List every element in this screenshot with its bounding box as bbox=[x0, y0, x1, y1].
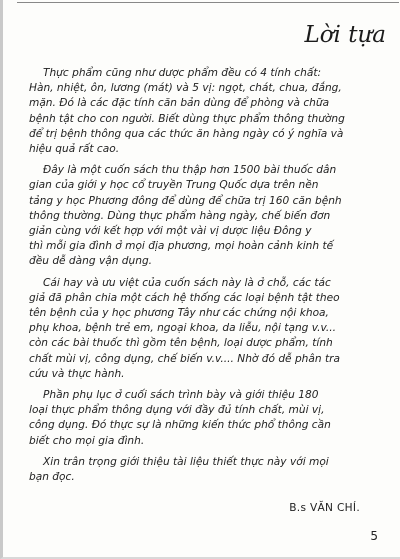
text-line: loại thực phẩm thông dụng với đầy đủ tính chất, mùi vị, bbox=[29, 404, 325, 417]
text-line: bệnh tật cho con người. Biết dùng thực phẩm thông thường bbox=[29, 112, 345, 125]
top-rule bbox=[17, 2, 399, 3]
text-line: tên bệnh của y học phương Tây như các chứng nội khoa, bbox=[29, 307, 329, 320]
text-line: giản cùng với kết hợp với một vài vị dược liệu Đông y bbox=[29, 225, 312, 238]
text-line: phụ khoa, bệnh trẻ em, ngoại khoa, da liễu, nội tạng v.v... bbox=[29, 322, 337, 335]
text-line: biết cho mọi gia đình. bbox=[29, 434, 145, 447]
text-line: để trị bệnh thông qua các thức ăn hàng ngày có ý nghĩa và bbox=[29, 127, 344, 140]
text-line: gian của giới y học cổ truyền Trung Quốc dựa trên nền bbox=[29, 179, 319, 192]
text-line: Thực phẩm cũng như dược phẩm đều có 4 tính chất: bbox=[43, 67, 322, 79]
paragraph-2 bbox=[29, 163, 389, 269]
text-line: bạn đọc. bbox=[29, 471, 75, 484]
text-line: thông thường. Dùng thực phẩm hàng ngày, chế biến đơn bbox=[29, 209, 331, 222]
text-line: tảng y học Phương đông để dùng để chữa trị 160 căn bệnh bbox=[29, 194, 342, 207]
paragraph-4 bbox=[29, 388, 389, 449]
text-line: cứu và thực hành. bbox=[29, 367, 125, 380]
text-line: mặn. Đó là các đặc tính căn bản dùng để phòng và chữa bbox=[29, 97, 330, 110]
text-line: Đây là một cuốn sách thu thập hơn 1500 bài thuốc dân bbox=[43, 164, 337, 177]
text-line: Xin trân trọng giới thiệu tài liệu thiết thực này với mọi bbox=[43, 455, 329, 468]
page-title: Lời tựa bbox=[304, 22, 386, 48]
text-line: Phần phụ lục ở cuối sách trình bày và giới thiệu 180 bbox=[43, 389, 319, 402]
text-line: chất mùi vị, công dụng, chế biến v.v.... Nhờ đó dễ phân tra bbox=[29, 352, 340, 365]
text-line: giả đã phân chia một cách hệ thống các loại bệnh tật theo bbox=[29, 291, 340, 304]
paragraph-5 bbox=[29, 455, 389, 485]
text-line: Hàn, nhiệt, ôn, lương (mát) và 5 vị: ngọt, chát, chua, đắng, bbox=[29, 82, 342, 95]
text-line: Cái hay và ưu việt của cuốn sách này là ở chỗ, các tác bbox=[43, 276, 331, 289]
author-signature: B.s VĂN CHÍ. bbox=[289, 502, 360, 514]
paragraph-1 bbox=[29, 66, 389, 157]
text-line: còn các bài thuốc thì gồm tên bệnh, loại dược phẩm, tính bbox=[29, 337, 333, 350]
text-line: đều dễ dàng vận dụng. bbox=[29, 255, 153, 268]
text-line: thì mỗi gia đình ở mọi địa phương, mọi hoàn cảnh kinh tế bbox=[29, 240, 334, 253]
page-number: 5 bbox=[370, 529, 378, 543]
preface-body bbox=[29, 66, 389, 491]
text-line: công dụng. Đó thực sự là những kiến thức phổ thông cần bbox=[29, 419, 331, 432]
text-line: hiệu quả rất cao. bbox=[29, 143, 120, 156]
paragraph-3 bbox=[29, 276, 389, 382]
